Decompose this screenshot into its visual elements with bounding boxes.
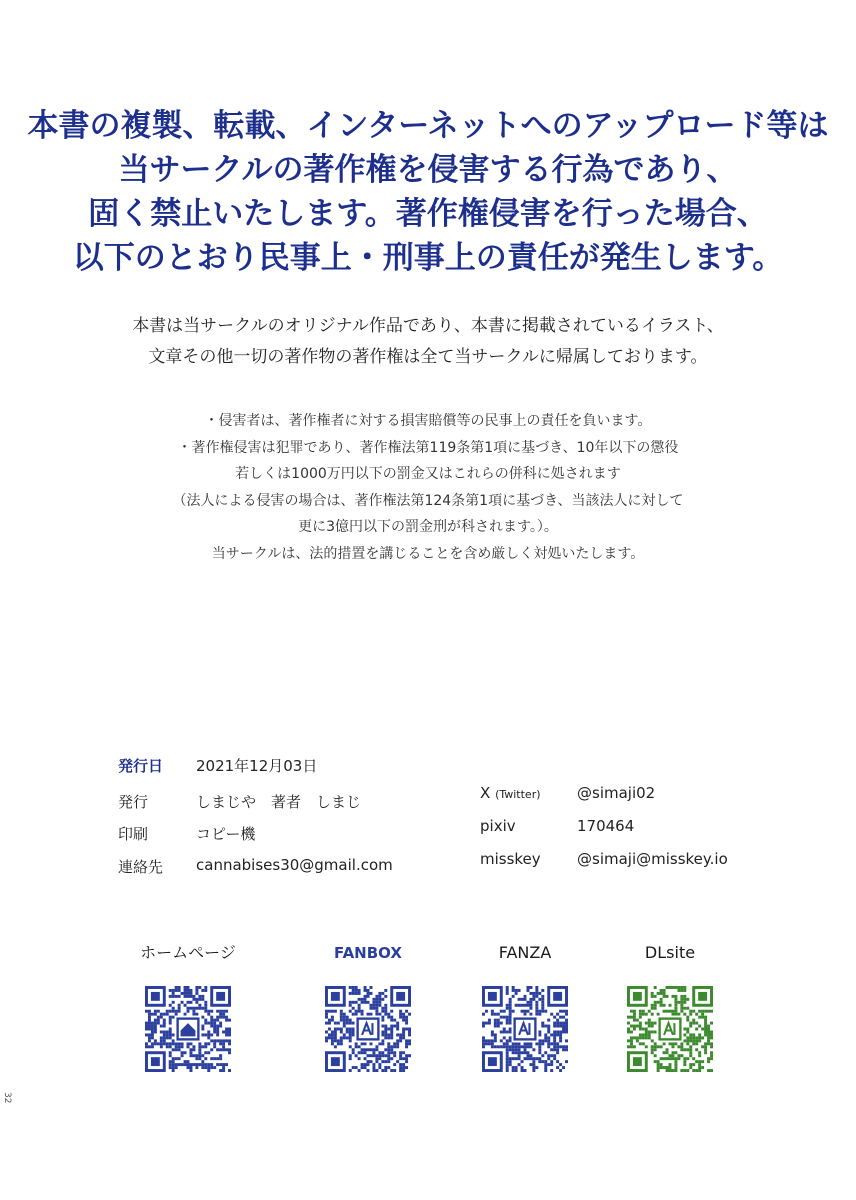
- penalty-line-2: ・著作権侵害は犯罪であり、著作権法第119条第1項に基づき、10年以下の懲役: [177, 439, 679, 456]
- x-label: X (Twitter): [480, 784, 541, 802]
- penalty-line-4: （法人による侵害の場合は、著作権法第124条第1項に基づき、当該法人に対して: [172, 492, 684, 509]
- fanza-qr-code[interactable]: [482, 986, 568, 1072]
- fanza-icon: [512, 1016, 539, 1043]
- publisher-value: しまじや 著者 しまじ: [196, 793, 362, 811]
- x-handle: @simaji02: [577, 784, 656, 802]
- homepage-label: ホームページ: [140, 943, 236, 962]
- contact-label: 連絡先: [118, 858, 164, 876]
- misskey-handle: @simaji@misskey.io: [577, 850, 728, 868]
- penalty-line-3: 若しくは1000万円以下の罰金又はこれらの併科に処されます: [235, 466, 621, 482]
- dlsite-icon: [657, 1016, 684, 1043]
- dlsite-label: DLsite: [644, 943, 696, 962]
- publisher-label: 発行: [118, 793, 149, 811]
- ownership-statement: [0, 311, 856, 373]
- homepage-link: [128, 940, 248, 1072]
- pixiv-label: pixiv: [480, 817, 516, 835]
- intro-line-1: 本書は当サークルのオリジナル作品であり、本書に掲載されているイラスト、: [132, 316, 724, 336]
- copyright-warning-heading: [0, 104, 856, 280]
- penalty-line-5: 更に3億円以下の罰金刑が科されます。）。: [298, 519, 558, 535]
- intro-line-2: 文章その他一切の著作物の著作権は全て当サークルに帰属しております。: [148, 347, 708, 367]
- x-sub-label: (Twitter): [495, 788, 541, 801]
- fanza-link: [465, 940, 585, 1072]
- penalty-line-6: 当サークルは、法的措置を講じることを含め厳しく対処いたします。: [211, 545, 645, 562]
- page-number: 32: [2, 1092, 12, 1104]
- dlsite-qr-code[interactable]: [627, 986, 713, 1072]
- contact-value: cannabises30@gmail.com: [196, 856, 393, 874]
- heading-line-1: 本書の複製、転載、インターネットへのアップロード等は: [27, 108, 829, 144]
- pixiv-id: 170464: [577, 817, 635, 835]
- fanbox-link: [308, 940, 428, 1072]
- home-icon: [175, 1016, 202, 1043]
- dlsite-link: [610, 940, 730, 1072]
- date-value: 2021年12月03日: [196, 757, 318, 775]
- heading-line-3: 固く禁止いたします。著作権侵害を行った場合、: [88, 196, 768, 232]
- homepage-qr-code[interactable]: [145, 986, 231, 1072]
- fanbox-label: FANBOX: [334, 944, 402, 962]
- penalty-line-1: ・侵害者は、著作権者に対する損害賠償等の民事上の責任を負います。: [204, 413, 652, 429]
- fanza-label: FANZA: [498, 943, 552, 962]
- heading-line-4: 以下のとおり民事上・刑事上の責任が発生します。: [72, 240, 784, 276]
- misskey-label: misskey: [480, 850, 541, 868]
- penalty-notice: [0, 408, 856, 567]
- date-label: 発行日: [118, 757, 164, 775]
- heading-line-2: 当サークルの著作権を侵害する行為であり、: [118, 152, 738, 188]
- fanbox-qr-code[interactable]: [325, 986, 411, 1072]
- printing-label: 印刷: [118, 825, 149, 843]
- printing-value: コピー機: [196, 825, 256, 843]
- fanbox-icon: [355, 1016, 382, 1043]
